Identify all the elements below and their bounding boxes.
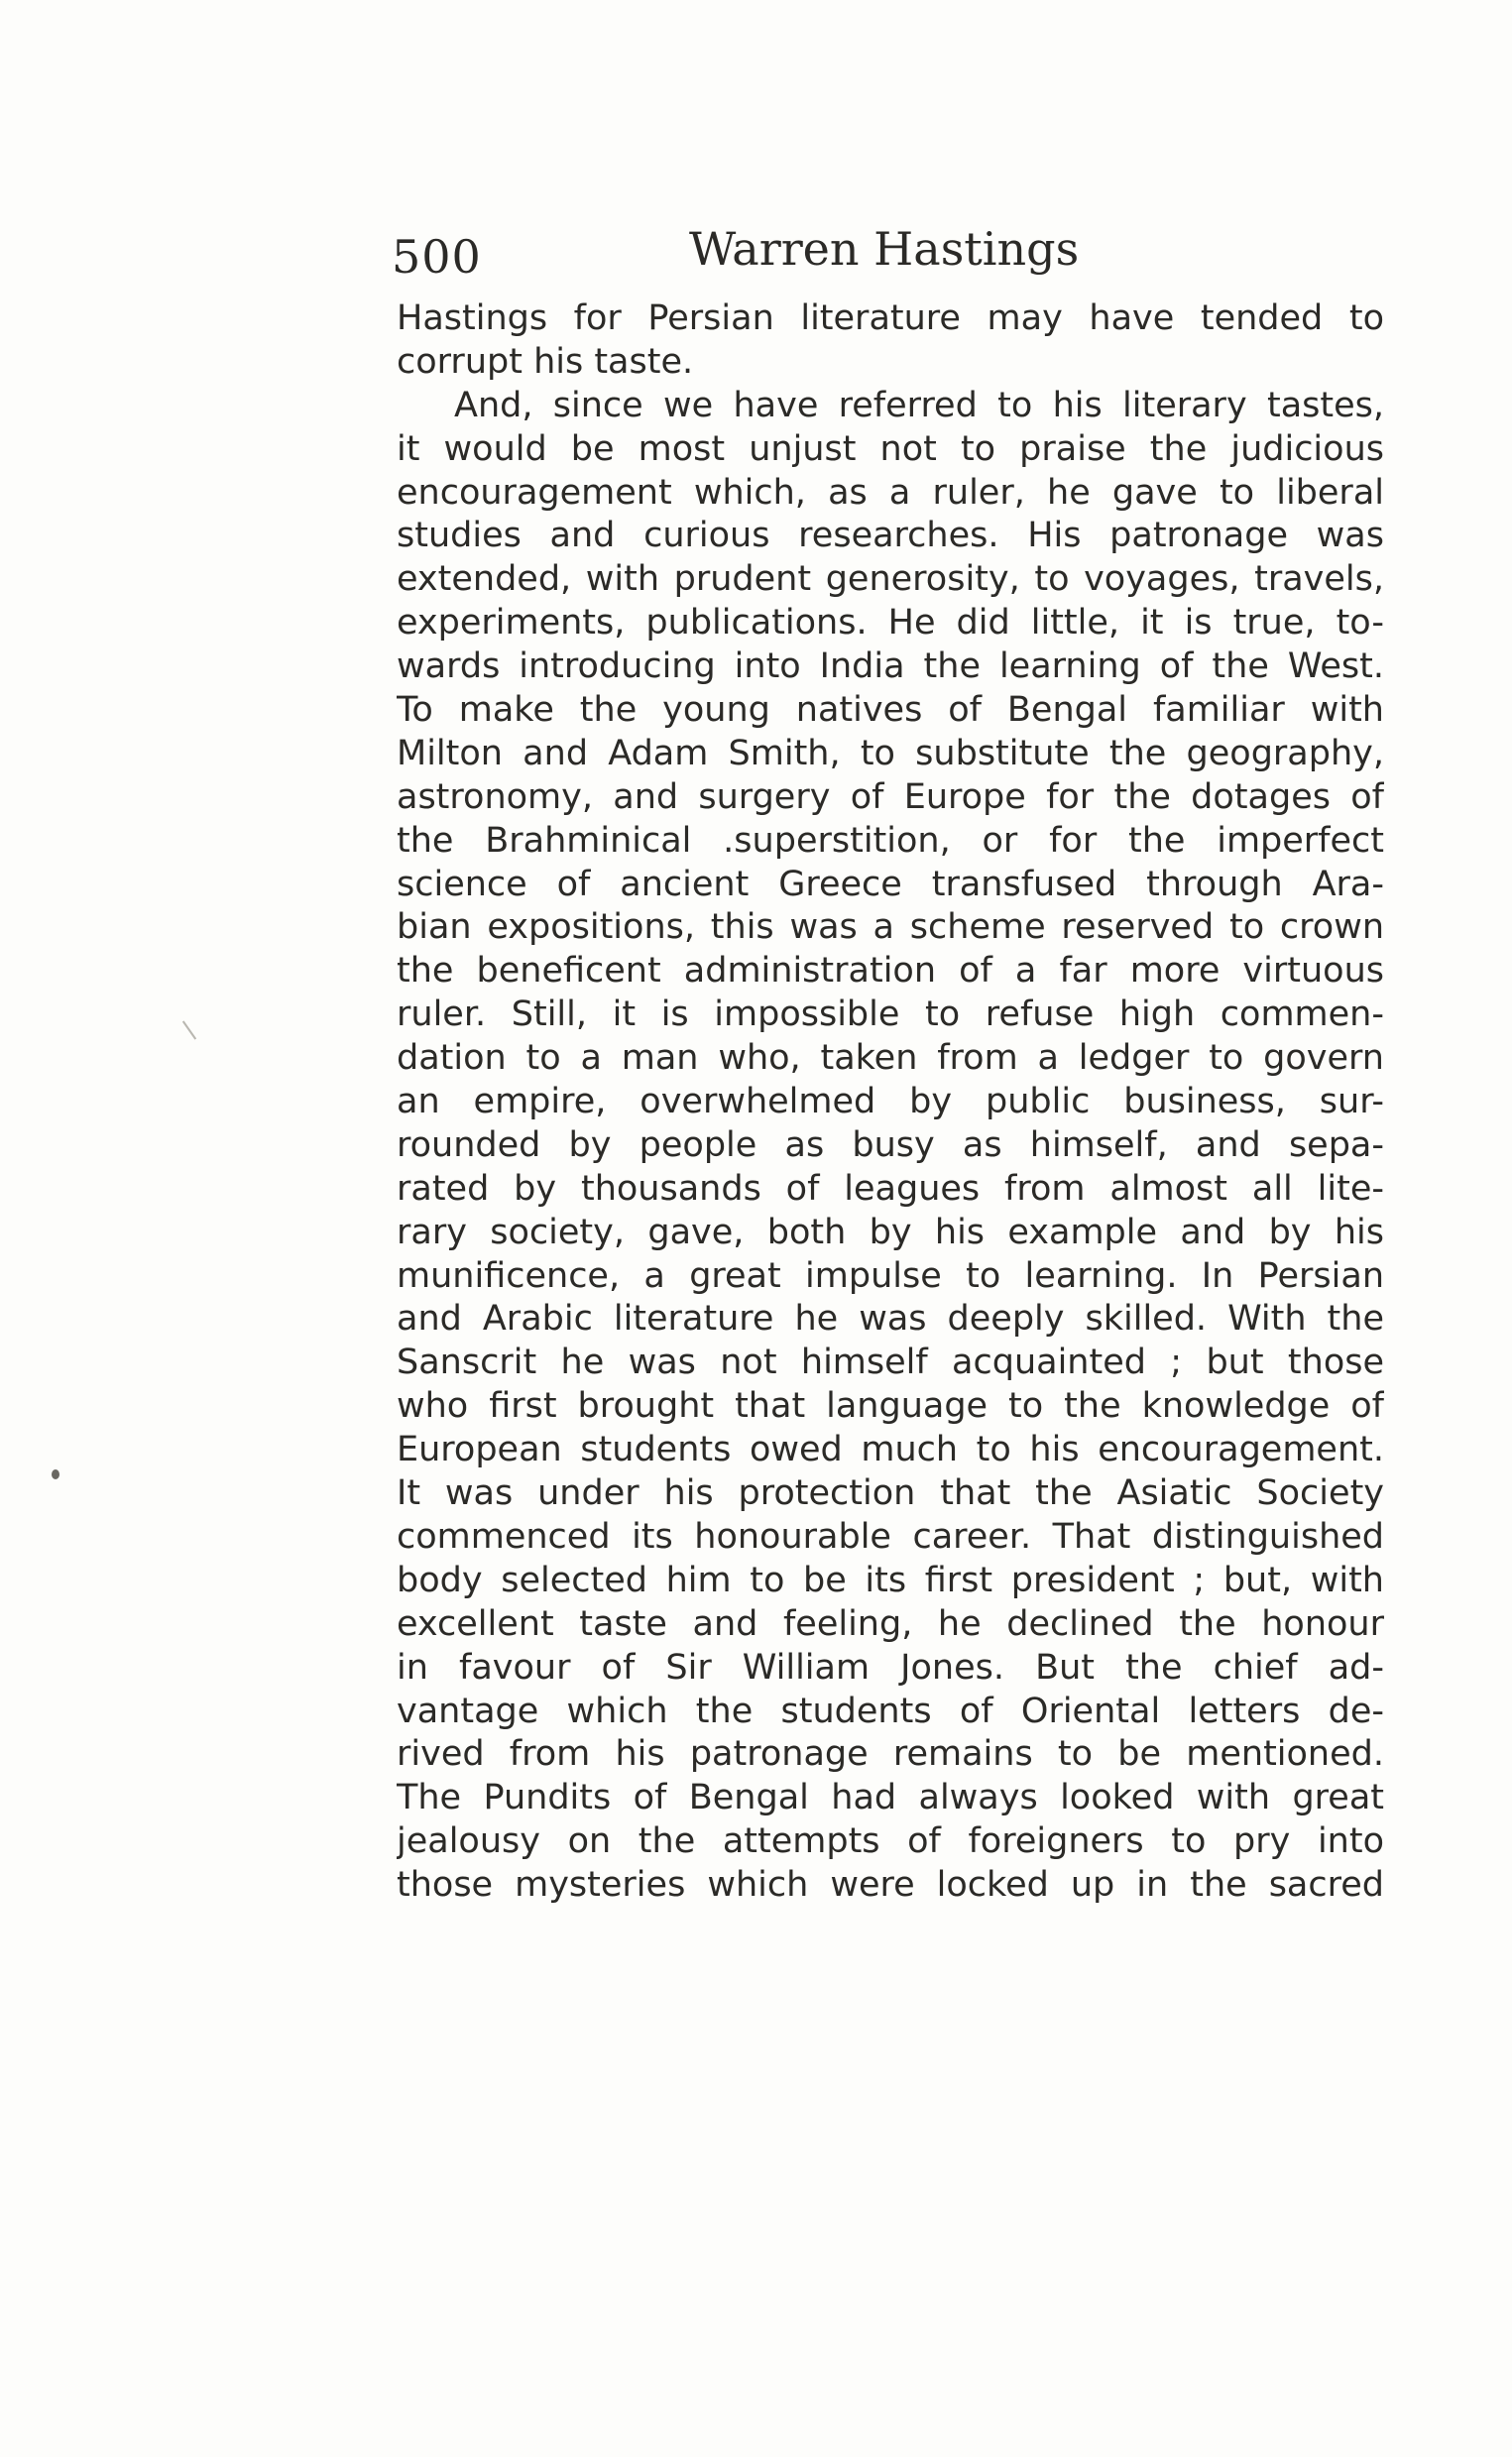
text-line: extended, with prudent generosity, to voyages, travels, — [397, 559, 1384, 600]
text-line: rived from his patronage remains to be mentioned. — [397, 1734, 1384, 1775]
text-line: astronomy, and surgery of Europe for the dotages of — [397, 776, 1384, 817]
page-header — [392, 220, 1393, 290]
text-line: ruler. Still, it is impossible to refuse high commen- — [397, 994, 1384, 1035]
body-text — [397, 297, 1384, 1908]
text-line: the Brahminical .superstition, or for the imperfect — [397, 820, 1384, 861]
text-line: in favour of Sir William Jones. But the chief ad- — [397, 1647, 1384, 1688]
margin-tick — [182, 1020, 196, 1039]
text-line: Milton and Adam Smith, to substitute the geography, — [397, 733, 1384, 773]
text-line: studies and curious researches. His patronage was — [397, 516, 1384, 556]
text-line: commenced its honourable career. That distinguished — [397, 1516, 1384, 1557]
text-line: It was under his protection that the Asiatic Society — [397, 1473, 1384, 1514]
text-line: rary society, gave, both by his example and by his — [397, 1212, 1384, 1252]
text-line: munificence, a great impulse to learning. In Persian — [397, 1255, 1384, 1296]
text-line: experiments, publications. He did little, it is true, to- — [397, 603, 1384, 644]
text-line: excellent taste and feeling, he declined the honour — [397, 1603, 1384, 1644]
text-line: and Arabic literature he was deeply skilled. With the — [397, 1299, 1384, 1340]
text-line: The Pundits of Bengal had always looked with great — [397, 1778, 1384, 1818]
text-line: rounded by people as busy as himself, and sepa- — [397, 1124, 1384, 1165]
text-line: wards introducing into India the learning of the West. — [397, 646, 1384, 687]
text-line: an empire, overwhelmed by public business, sur- — [397, 1082, 1384, 1122]
text-line: corrupt his taste. — [397, 341, 694, 382]
text-line: To make the young natives of Bengal familiar with — [397, 690, 1384, 731]
text-line: jealousy on the attempts of foreigners to pry into — [397, 1821, 1384, 1862]
text-line: Sanscrit he was not himself acquainted ; but those — [397, 1343, 1384, 1383]
text-line: it would be most unjust not to praise the judicious — [397, 428, 1384, 469]
margin-speck — [52, 1469, 59, 1479]
text-line: Hastings for Persian literature may have tended to — [397, 298, 1384, 338]
text-line: encouragement which, as a ruler, he gave to liberal — [397, 472, 1384, 513]
text-line: dation to a man who, taken from a ledger to govern — [397, 1038, 1384, 1079]
text-line: And, since we have referred to his literary tastes, — [454, 385, 1384, 425]
text-line: who first brought that language to the knowledge of — [397, 1386, 1384, 1427]
text-line: those mysteries which were locked up in the sacred — [397, 1865, 1384, 1906]
text-line: European students owed much to his encouragement. — [397, 1430, 1384, 1470]
text-line: body selected him to be its first president ; but, with — [397, 1560, 1384, 1600]
running-title: Warren Hastings — [689, 222, 1080, 276]
text-line: vantage which the students of Oriental letters de- — [397, 1691, 1384, 1731]
page-number: 500 — [392, 230, 482, 284]
text-line: science of ancient Greece transfused through Ara- — [397, 864, 1384, 904]
text-line: the beneficent administration of a far more virtuous — [397, 951, 1384, 992]
text-line: bian expositions, this was a scheme reserved to crown — [397, 907, 1384, 948]
text-line: rated by thousands of leagues from almost all lite- — [397, 1168, 1384, 1209]
